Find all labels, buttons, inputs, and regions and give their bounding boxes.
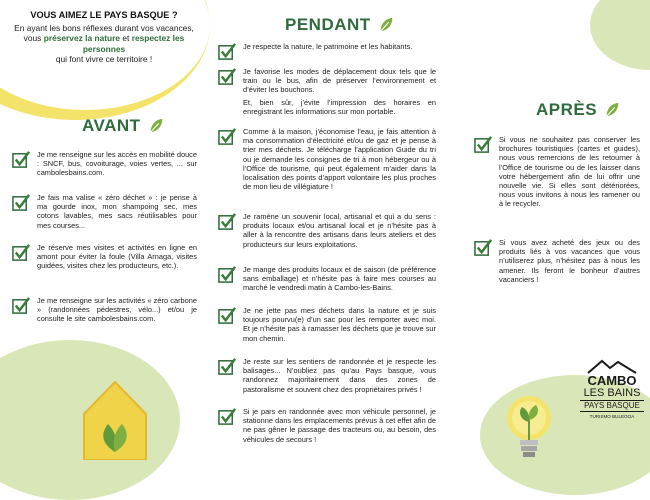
- checkbox-check-icon: [218, 407, 237, 426]
- pendant-item-text: Comme à la maison, j’économise l’eau, je fais attention à ma consommation d’électricité et/ou de gaz et je pense à trier mes déchets. Je télécharge l’application Guide du tri ou je demande les consignes de tri à mon hébergeur ou à l’Office de tourisme, qui peut également m’aider dans la localisation des points d’apport volontaire les plus proches de mon lieu de villégiature !: [243, 127, 436, 192]
- checkbox-check-icon: [474, 238, 493, 257]
- avant-item-text: Je me renseigne sur les activités « zéro carbone » (randonnées pédestres, vélo...) et/ou je consulte le site cambolesbains.com.: [37, 296, 197, 324]
- checkbox-check-icon: [218, 306, 237, 325]
- checkbox-check-icon: [218, 67, 237, 86]
- pendant-item: [218, 407, 436, 447]
- pendant-item-text: Je reste sur les sentiers de randonnée et je respecte les balisages... N’oubliez pas qu’au Pays basque, vous randonnez majoritairement dans des zones de pastoralisme et souvent chez des propriétaires privés !: [243, 357, 436, 394]
- checkbox-check-icon: [12, 193, 31, 212]
- leaf-icon: [377, 16, 395, 34]
- avant-heading: AVANT: [82, 116, 165, 136]
- checkbox-check-icon: [12, 150, 31, 169]
- avant-item-text: Je fais ma valise « zéro déchet » : je pense à ma gourde inox, mon shampoing sec, mes cotons lavables, mes sacs réutilisables pour mes courses...: [37, 193, 197, 230]
- checkbox-check-icon: [218, 42, 237, 61]
- green-blob-top-right: [590, 0, 650, 70]
- checkbox-check-icon: [12, 243, 31, 262]
- apres-item: [474, 135, 640, 209]
- apres-heading: APRÈS: [536, 100, 621, 120]
- pendant-item: [218, 357, 436, 397]
- checkbox-check-icon: [218, 212, 237, 231]
- logo-line-3: PAYS BASQUE: [580, 400, 644, 412]
- apres-item-text: Si vous ne souhaitez pas conserver les brochures touristiques (cartes et guides), nous vous remercions de les retourner à l’Office de tourisme ou de les laisser dans votre hébergement afin de lui offrir une nouvelle vie. Si elles sont détériorées, nous vous invitons à nous les ramener ou à le recycler.: [499, 135, 640, 209]
- pendant-item: [218, 127, 436, 194]
- pendant-item-text: Je favorise les modes de déplacement doux tels que le train ou le bus, afin de préserver l’environnement et d’éviter les bouchons. Et, bien sûr, j’évite l’impression des horaires en enregistrant les informations sur mon portable.: [243, 67, 436, 116]
- apres-item-text: Si vous avez acheté des jeux ou des produits liés à vos vacances que vous n’utiliserez plus, n’hésitez pas à nous les amener. Ils feront le bonheur d’autres vacanciers !: [499, 238, 640, 284]
- pendant-item: [218, 265, 436, 296]
- pendant-item-text: Je ne jette pas mes déchets dans la nature et je suis toujours pourvu(e) d’un sac pour les remporter avec moi. Et je n’hésite pas à ramasser les déchets que je trouve sur mon chemin.: [243, 306, 436, 343]
- avant-item-text: Je réserve mes visites et activités en ligne en amont pour éviter la foule (Villa Arnaga, visites guidées, visites chez les producteurs, etc.).: [37, 243, 197, 271]
- avant-item: [12, 193, 197, 230]
- avant-item-text: Je me renseigne sur les accès en mobilité douce : SNCF, bus, covoiturage, voies vertes, ... sur cambolesbains.com.: [37, 150, 197, 178]
- pendant-item-text: Si je pars en randonnée avec mon véhicule personnel, je stationne dans les emplacements prévus à cet effet afin de ne pas gêner le passage des tracteurs ou, au besoin, des véhicules de secours !: [243, 407, 436, 444]
- intro-text: En ayant les bons réflexes durant vos vacances, vous préservez la nature et respectez les personnes qui font vivre ce territoire !: [14, 23, 194, 65]
- intro-block: [6, 10, 202, 65]
- pendant-item: [218, 212, 436, 252]
- pendant-heading: PENDANT: [285, 15, 395, 35]
- checkbox-check-icon: [218, 127, 237, 146]
- logo-line-4: TURISMO BULEGOA: [589, 414, 635, 419]
- mountain-logo-icon: [586, 358, 638, 374]
- leaf-icon: [603, 101, 621, 119]
- checkbox-check-icon: [12, 296, 31, 315]
- pendant-item-text: Je mange des produits locaux et de saison (de préférence sans emballage) et n’hésite pas à faire mes courses au marché le vendredi matin à Cambo-les-Bains.: [243, 265, 436, 293]
- pendant-item: [218, 67, 436, 119]
- apres-item: [474, 238, 640, 284]
- avant-item: [12, 150, 197, 178]
- logo-line-2: LES BAINS: [583, 387, 641, 399]
- logo-line-1: CAMBO: [587, 373, 637, 388]
- cambo-les-bains-logo: [576, 358, 648, 420]
- checkbox-check-icon: [218, 265, 237, 284]
- lightbulb-icon: [498, 392, 560, 460]
- intro-title: VOUS AIMEZ LE PAYS BASQUE ?: [30, 10, 178, 20]
- avant-item: [12, 243, 197, 271]
- pendant-item-text: Je ramène un souvenir local, artisanal et qui a du sens : produits locaux et/ou artisanal local et je n’hésite pas à aller à la rencontre des artisans dans leurs ateliers et des producteurs sur leurs exploitations.: [243, 212, 436, 249]
- house-icon: [80, 374, 150, 460]
- leaf-icon: [147, 117, 165, 135]
- pendant-item-text: Je respecte la nature, le patrimoine et les habitants.: [243, 42, 413, 51]
- checkbox-check-icon: [218, 357, 237, 376]
- pendant-item: [218, 42, 436, 61]
- pendant-item: [218, 306, 436, 346]
- checkbox-check-icon: [474, 135, 493, 154]
- avant-item: [12, 296, 197, 324]
